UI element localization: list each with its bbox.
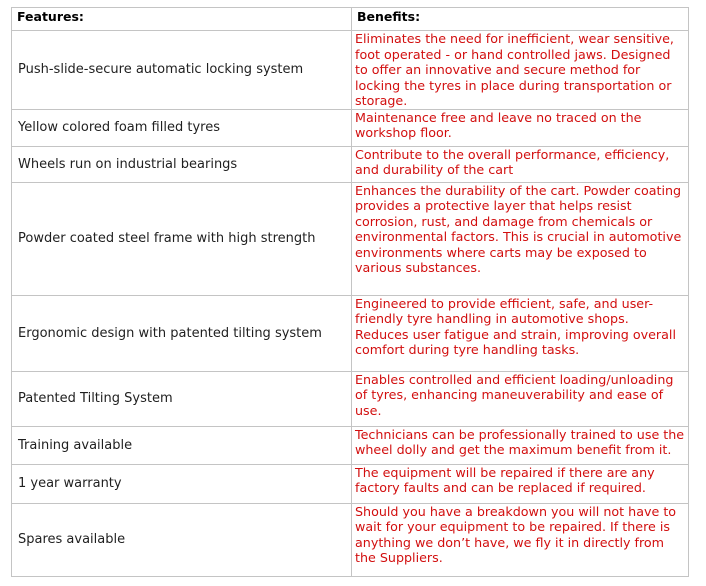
- table-row: [12, 146, 689, 182]
- table-row: [12, 464, 689, 503]
- benefit-cell: Engineered to provide efficient, safe, and user-friendly tyre handling in automotive shops. Reduces user fatigue and strain, improving overall comfort during tyre handling tasks.: [352, 295, 689, 371]
- benefit-cell: Enhances the durability of the cart. Powder coating provides a protective layer that helps resist corrosion, rust, and damage from chemicals or environmental factors. This is crucial in automotive environments where carts may be exposed to various substances.: [352, 182, 689, 295]
- table-row: [12, 503, 689, 576]
- benefit-cell: Technicians can be professionally trained to use the wheel dolly and get the maximum benefit from it.: [352, 426, 689, 464]
- feature-cell: Wheels run on industrial bearings: [12, 146, 352, 182]
- table-row: [12, 295, 689, 371]
- benefit-cell: Contribute to the overall performance, efficiency, and durability of the cart: [352, 146, 689, 182]
- feature-cell: Push-slide-secure automatic locking system: [12, 31, 352, 110]
- table-row: [12, 109, 689, 146]
- benefit-cell: Should you have a breakdown you will not have to wait for your equipment to be repaired. If there is anything we don’t have, we fly it in directly from the Suppliers.: [352, 503, 689, 576]
- table-row: [12, 31, 689, 110]
- features-header: Features:: [12, 8, 352, 31]
- feature-cell: Ergonomic design with patented tilting system: [12, 295, 352, 371]
- benefit-cell: Enables controlled and efficient loading/unloading of tyres, enhancing maneuverability and ease of use.: [352, 371, 689, 426]
- table-row: [12, 371, 689, 426]
- features-benefits-table: [11, 7, 689, 577]
- benefit-cell: Eliminates the need for inefficient, wear sensitive, foot operated - or hand controlled jaws. Designed to offer an innovative and secure method for locking the tyres in place during transportation or storage.: [352, 31, 689, 110]
- benefit-cell: Maintenance free and leave no traced on the workshop floor.: [352, 109, 689, 146]
- header-row: [12, 8, 689, 31]
- feature-cell: Spares available: [12, 503, 352, 576]
- feature-cell: Yellow colored foam filled tyres: [12, 109, 352, 146]
- table-row: [12, 182, 689, 295]
- feature-cell: Powder coated steel frame with high strength: [12, 182, 352, 295]
- feature-cell: Patented Tilting System: [12, 371, 352, 426]
- benefit-cell: The equipment will be repaired if there are any factory faults and can be replaced if required.: [352, 464, 689, 503]
- benefits-header: Benefits:: [352, 8, 689, 31]
- table-row: [12, 426, 689, 464]
- feature-cell: Training available: [12, 426, 352, 464]
- feature-cell: 1 year warranty: [12, 464, 352, 503]
